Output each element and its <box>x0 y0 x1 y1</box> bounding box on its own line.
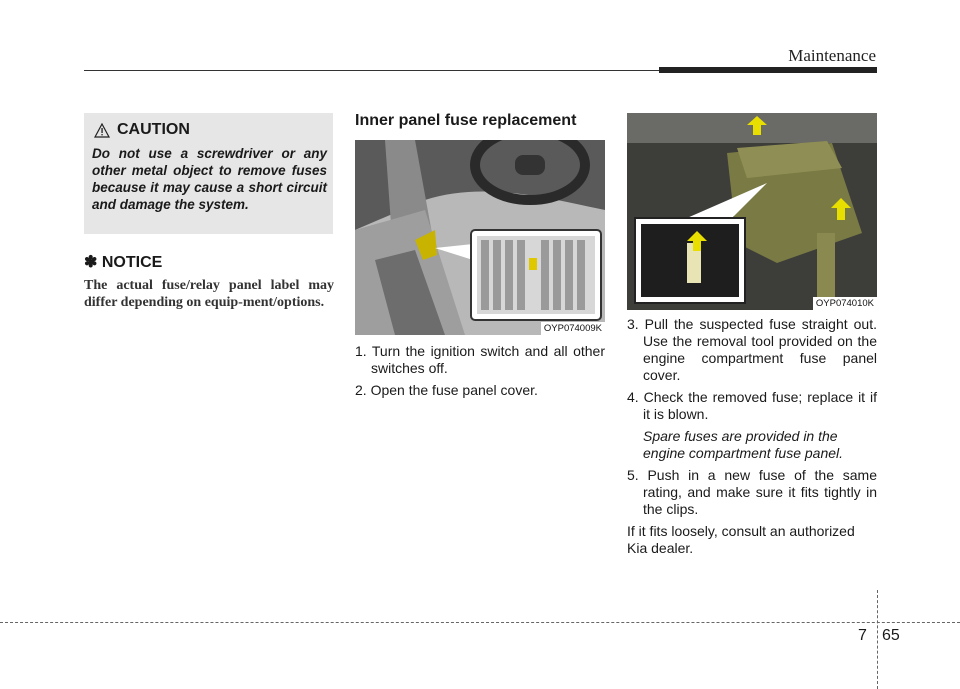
figure-inner-fuse-panel <box>355 140 605 335</box>
footer-page-number: 65 <box>882 627 900 644</box>
footer-rule <box>0 622 960 623</box>
header-rule-thick <box>659 67 877 73</box>
figure1-code: OYP074009K <box>541 322 605 335</box>
step-5: 5. Push in a new fuse of the same rating, and make sure it fits tightly in the clips. <box>627 467 877 517</box>
footer-chapter-number: 7 <box>858 627 867 644</box>
fuse-panel-illustration <box>355 140 605 335</box>
engine-fuse-box-illustration <box>627 113 877 310</box>
notice-text: The actual fuse/relay panel label may differ depending on equip-ment/options. <box>84 278 334 310</box>
caution-title: CAUTION <box>117 121 190 138</box>
closing-note: If it fits loosely, consult an authorized Kia dealer. <box>627 523 855 556</box>
footer-divider <box>877 590 878 689</box>
caution-heading <box>94 121 190 139</box>
caution-text: Do not use a screwdriver or any other metal object to remove fuses because it may cause a short circuit and damage the system. <box>92 146 327 212</box>
figure-engine-fuse-box <box>627 113 877 310</box>
step-2: 2. Open the fuse panel cover. <box>355 382 538 398</box>
header-section-title: Maintenance <box>788 46 876 65</box>
header-rule-thin <box>84 70 659 71</box>
figure2-code: OYP074010K <box>813 297 877 310</box>
warning-triangle-icon <box>94 123 110 138</box>
section-title: Inner panel fuse replacement <box>355 112 577 129</box>
caution-box <box>84 113 333 234</box>
spare-fuse-note: Spare fuses are provided in the engine compartment fuse panel. <box>643 428 844 461</box>
steps-column-2 <box>355 343 605 404</box>
step-1: 1. Turn the ignition switch and all other switches off. <box>355 343 605 376</box>
steps-column-3 <box>627 316 877 562</box>
notice-title: ✽ NOTICE <box>84 254 163 271</box>
step-4: 4. Check the removed fuse; replace it if it is blown. <box>627 389 877 422</box>
step-3: 3. Pull the suspected fuse straight out. Use the removal tool provided on the engine compartment fuse panel cover. <box>627 316 877 383</box>
